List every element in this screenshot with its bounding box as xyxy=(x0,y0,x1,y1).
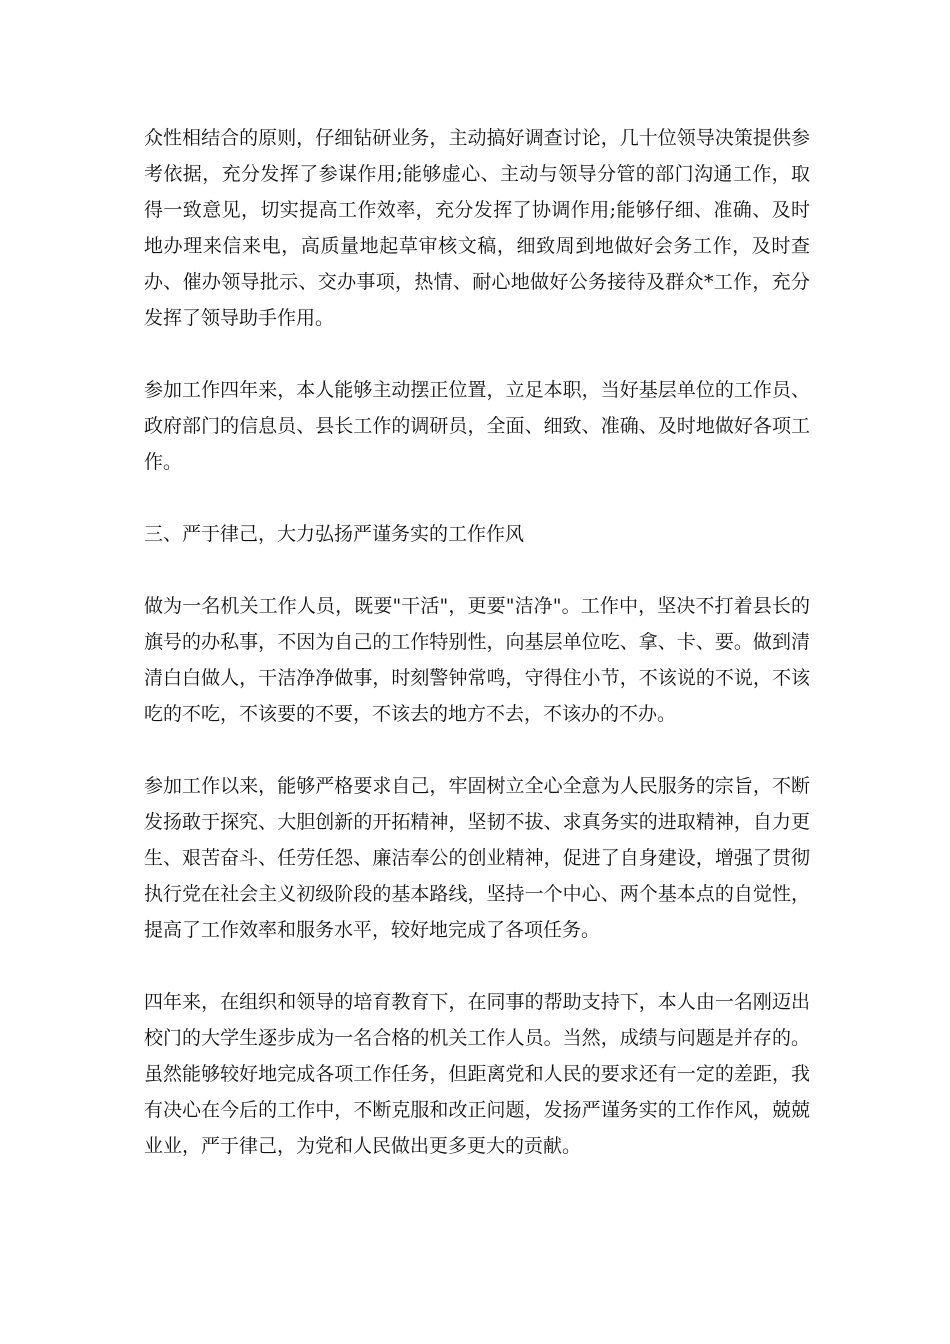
paragraph-1: 众性相结合的原则，仔细钻研业务，主动搞好调查讨论，几十位领导决策提供参考依据，充分发挥了参谋作用;能够虚心、主动与领导分管的部门沟通工作，取得一致意见，切实提高工作效率，充分发挥了协调作用;能够仔细、准确、及时地办理来信来电，高质量地起草审核文稿，细致周到地做好会务工作，及时查办、催办领导批示、交办事项，热情、耐心地做好公务接待及群众*工作，充分发挥了领导助手作用。 xyxy=(144,127,810,329)
paragraph-3: 做为一名机关工作人员，既要"干活"，更要"洁净"。工作中，坚决不打着县长的旗号的办私事，不因为自己的工作特别性，向基层单位吃、拿、卡、要。做到清清白白做人，干洁净净做事，时刻警钟常鸣，守得住小节，不该说的不说，不该吃的不吃，不该要的不要，不该去的地方不去，不该办的不办。 xyxy=(144,595,810,725)
document-page xyxy=(144,120,810,1200)
paragraph-5: 四年来，在组织和领导的培育教育下，在同事的帮助支持下，本人由一名刚迈出校门的大学生逐步成为一名合格的机关工作人员。当然，成绩与问题是并存的。虽然能够较好地完成各项工作任务，但距离党和人民的要求还有一定的差距，我有决心在今后的工作中，不断克服和改正问题，发扬严谨务实的工作作风，兢兢业业，严于律己，为党和人民做出更多更大的贡献。 xyxy=(144,991,810,1157)
paragraph-4: 参加工作以来，能够严格要求自己，牢固树立全心全意为人民服务的宗旨，不断发扬敢于探究、大胆创新的开拓精神，坚韧不拔、求真务实的进取精神，自力更生、艰苦奋斗、任劳任怨、廉洁奉公的创业精神，促进了自身建设，增强了贯彻执行党在社会主义初级阶段的基本路线，坚持一个中心、两个基本点的自觉性，提高了工作效率和服务水平，较好地完成了各项任务。 xyxy=(144,775,810,941)
section-heading: 三、严于律己，大力弘扬严谨务实的工作作风 xyxy=(144,523,525,545)
paragraph-2: 参加工作四年来，本人能够主动摆正位置，立足本职，当好基层单位的工作员、政府部门的信息员、县长工作的调研员，全面、细致、准确、及时地做好各项工作。 xyxy=(144,379,810,473)
